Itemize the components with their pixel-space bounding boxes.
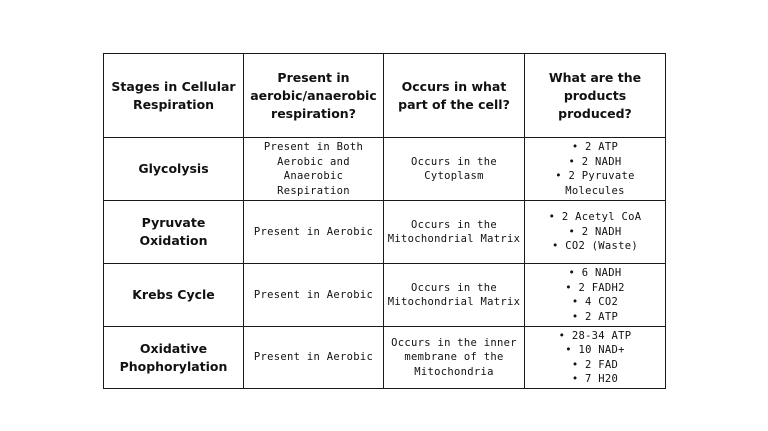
presence-line: Present in Aerobic xyxy=(253,288,374,301)
stage-cell: Pyruvate Oxidation xyxy=(104,201,244,264)
header-presence: Present in aerobic/anaerobic respiration? xyxy=(244,54,384,138)
product-item: • CO2 (Waste) xyxy=(551,240,639,253)
presence-line: Respiration xyxy=(277,184,350,197)
location-line: Occurs in the xyxy=(410,281,498,294)
location-line: Cytoplasm xyxy=(424,170,484,182)
stage-cell: Krebs Cycle xyxy=(104,264,244,327)
presence-cell xyxy=(244,138,384,201)
header-stages: Stages in Cellular Respiration xyxy=(104,54,244,138)
cellular-respiration-table xyxy=(103,53,666,389)
location-line: membrane of the xyxy=(404,351,504,364)
products-cell xyxy=(525,201,666,264)
product-item: • 2 ATP xyxy=(571,310,619,323)
product-item: • 2 FADH2 xyxy=(565,281,625,294)
header-row xyxy=(104,54,666,138)
products-cell xyxy=(525,327,666,389)
presence-line: Present in Both xyxy=(263,141,364,153)
header-location: Occurs in what part of the cell? xyxy=(384,54,525,138)
location-cell xyxy=(384,327,525,389)
location-line: Mitochondrial Matrix xyxy=(387,233,521,245)
product-item: • 28-34 ATP xyxy=(558,329,632,342)
presence-cell xyxy=(244,327,384,389)
header-products: What are the products produced? xyxy=(525,54,666,138)
location-cell xyxy=(384,264,525,327)
product-item: • 6 NADH xyxy=(568,267,622,279)
location-cell xyxy=(384,138,525,201)
product-item: • 2 NADH xyxy=(568,155,622,168)
product-item: • 2 FAD xyxy=(571,358,619,371)
table-row-oxidative-phophorylation xyxy=(104,327,666,389)
presence-line: Aerobic and xyxy=(277,155,350,168)
location-cell xyxy=(384,201,525,264)
products-cell xyxy=(525,264,666,327)
location-line: Occurs in the xyxy=(410,218,498,231)
product-item: • 10 NAD+ xyxy=(565,344,625,356)
location-line: Occurs in the xyxy=(410,155,498,168)
presence-cell xyxy=(244,264,384,327)
table-row-pyruvate-oxidation xyxy=(104,201,666,264)
product-item: • 4 CO2 xyxy=(571,296,619,308)
product-item: • 2 NADH xyxy=(568,225,622,238)
location-line: Occurs in the inner xyxy=(391,336,517,349)
presence-line: Anaerobic xyxy=(283,170,344,182)
products-cell xyxy=(525,138,666,201)
location-line: Mitochondrial Matrix xyxy=(387,296,521,308)
product-item: • 2 Acetyl CoA xyxy=(548,211,642,224)
product-item: • 7 H20 xyxy=(571,373,619,385)
stage-cell: Glycolysis xyxy=(104,138,244,201)
product-item: • 2 ATP xyxy=(571,141,619,153)
presence-line: Present in Aerobic xyxy=(253,351,374,364)
product-item: • 2 Pyruvate xyxy=(555,170,635,182)
presence-line: Present in Aerobic xyxy=(253,225,374,238)
product-item: Molecules xyxy=(565,184,625,197)
table-row-glycolysis xyxy=(104,138,666,201)
stage-cell: Oxidative Phophorylation xyxy=(104,327,244,389)
location-line: Mitochondria xyxy=(414,365,494,378)
presence-cell xyxy=(244,201,384,264)
table-row-krebs-cycle xyxy=(104,264,666,327)
